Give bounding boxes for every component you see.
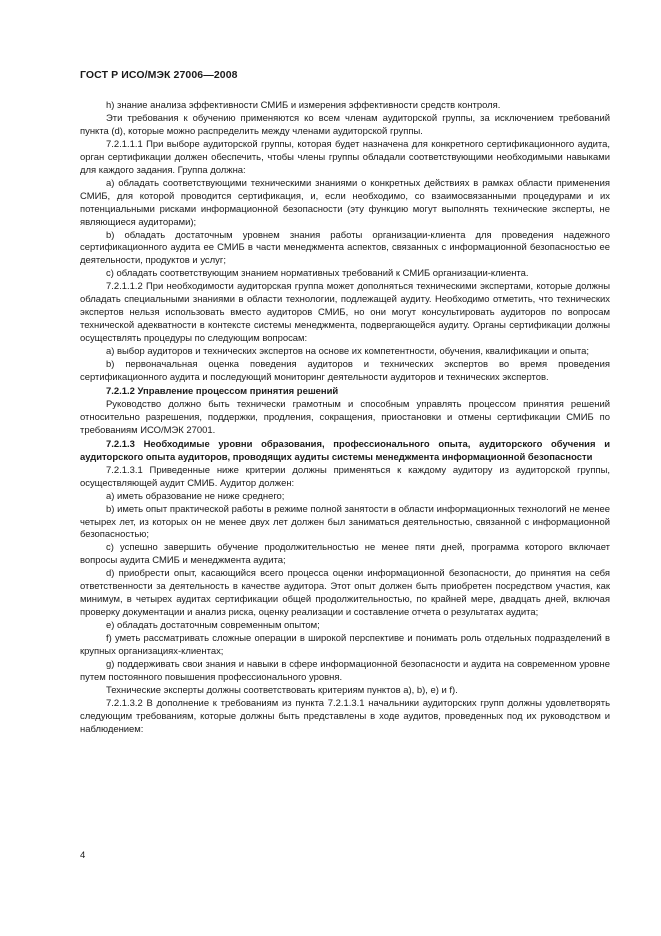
paragraph: 7.2.1.3.2 В дополнение к требованиям из пункта 7.2.1.3.1 начальники аудиторских групп должны удовлетворять следующим требованиям, которые должны быть представлены в ходе аудитов, проведенных под их руководством и наблюдением: — [80, 697, 610, 735]
paragraph: 7.2.1.3.1 Приведенные ниже критерии должны применяться к каждому аудитору из аудиторской группы, осуществляющей аудит СМИБ. Аудитор должен: — [80, 464, 610, 489]
paragraph: 7.2.1.1.1 При выборе аудиторской группы, которая будет назначена для конкретного сертификационного аудита, орган сертификации должен обеспечить, чтобы члены группы обладали соответствующими необходимыми навыками для каждого задания. Группа должна: — [80, 138, 610, 176]
paragraph: a) выбор аудиторов и технических экспертов на основе их компетентности, обучения, квалификации и опыта; — [106, 346, 589, 358]
paragraph: a) обладать соответствующими техническими знаниями о конкретных действиях в рамках области применения СМИБ, для которой проводится сертификация, и, если необходимо, со взаимосвязанными процедурами и их потенциальными рисками информационной безопасности (эту функцию могут выполнять технические эксперты, не являющиеся аудиторами); — [80, 177, 610, 228]
section-heading: 7.2.1.3 Необходимые уровни образования, профессионального опыта, аудиторского обучения и аудиторского опыта аудиторов, проводящих аудиты системы менеджмента информационной безопасности — [80, 438, 610, 463]
paragraph: g) поддерживать свои знания и навыки в сфере информационной безопасности и аудита на современном уровне путем постоянного повышения профессионального уровня. — [80, 658, 610, 683]
paragraph: Руководство должно быть технически грамотным и способным управлять процессом принятия решений относительно разрешения, поддержки, продления, сокращения, приостановки и отмены сертификации СМИБ по требованиям ИСО/МЭК 27001. — [80, 398, 610, 436]
paragraph: h) знание анализа эффективности СМИБ и измерения эффективности средств контроля. — [106, 100, 501, 111]
document-header: ГОСТ Р ИСО/МЭК 27006—2008 — [80, 69, 238, 81]
paragraph: b) иметь опыт практической работы в режиме полной занятости в области информационных технологий не менее четырех лет, из которых он не менее двух лет должен был заниматься деятельностью, связанной с информационной безопасностью; — [80, 503, 610, 541]
document-body — [80, 100, 610, 737]
paragraph: f) уметь рассматривать сложные операции в широкой перспективе и понимать роль отдельных подразделений в крупных организациях-клиентах; — [80, 633, 610, 658]
paragraph: c) успешно завершить обучение продолжительностью не менее пяти дней, программа которого включает вопросы аудита СМИБ и менеджмента аудита; — [80, 542, 610, 567]
paragraph: Эти требования к обучению применяются ко всем членам аудиторской группы, за исключением требований пункта (d), которые можно распределить между членами аудиторской группы. — [80, 112, 610, 137]
paragraph: c) обладать соответствующим знанием нормативных требований к СМИБ организации-клиента. — [106, 268, 529, 280]
paragraph: a) иметь образование не ниже среднего; — [106, 490, 285, 502]
paragraph: b) обладать достаточным уровнем знания работы организации-клиента для проведения надежного сертификационного аудита ее СМИБ в части менеджмента аспектов, связанных с информационной безопасностью ее деятельности, продуктов и услуг; — [80, 229, 610, 267]
paragraph: Технические эксперты должны соответствовать критериям пунктов a), b), e) и f). — [106, 684, 458, 696]
paragraph: b) первоначальная оценка поведения аудиторов и технических экспертов во время проведения сертификационного аудита и последующий мониторинг деятельности аудиторов и технических экспертов. — [80, 359, 610, 384]
page-number: 4 — [80, 850, 86, 861]
section-heading: 7.2.1.2 Управление процессом принятия решений — [106, 385, 339, 397]
paragraph: d) приобрести опыт, касающийся всего процесса оценки информационной безопасности, до принятия на себя ответственности за деятельность в качестве аудитора. Этот опыт должен быть приобретен посредством участия, как минимум, в четырех аудитах сертификации общей продолжительностью, по крайней мере, двадцать дней, включая проверку документации и анализ риска, оценку реализации и составление отчета о результатах аудита; — [80, 568, 610, 619]
paragraph: 7.2.1.1.2 При необходимости аудиторская группа может дополняться техническими экспертами, которые должны обладать специальными знаниями в области технологии, подлежащей аудиту. Необходимо отметить, что технических экспертов нельзя использовать вместо аудиторов СМИБ, но они могут консультировать аудиторов по вопросам технической адекватности в контексте системы менеджмента, подвергающейся аудиту. Органы сертификации должны осуществлять процедуры по следующим вопросам: — [80, 281, 610, 345]
paragraph: e) обладать достаточным современным опытом; — [106, 620, 320, 632]
